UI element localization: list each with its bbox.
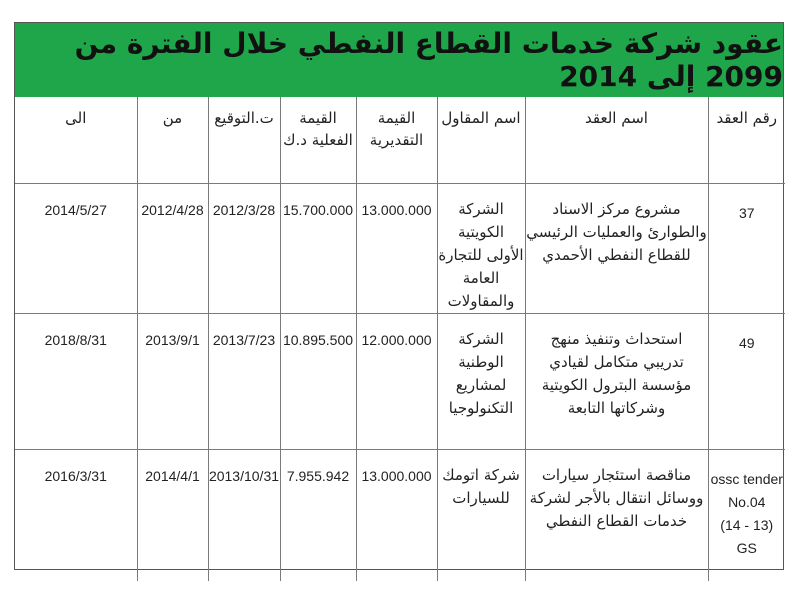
cell-actual-value: 10.895.500	[280, 313, 356, 449]
header-from: من	[137, 97, 208, 183]
title-bar	[15, 23, 783, 97]
cell-estimated-value: 12.000.000	[356, 313, 437, 449]
cell-to: 2018/8/31	[15, 313, 137, 449]
cell-contract-name: مشروع مركز الاسناد والطوارئ والعمليات الرئيسي للقطاع النفطي الأحمدي	[525, 183, 708, 313]
cell-to: 2014/5/27	[15, 183, 137, 313]
cell-to: 2016/3/31	[15, 449, 137, 581]
table-row	[15, 449, 785, 581]
cell-estimated-value: 13.000.000	[356, 449, 437, 581]
cell-estimated-value: 13.000.000	[356, 183, 437, 313]
contracts-table	[15, 97, 785, 581]
cell-contract-name: مناقصة استئجار سيارات ووسائل انتقال بالأجر لشركة خدمات القطاع النفطي	[525, 449, 708, 581]
cell-contract-name: استحداث وتنفيذ منهج تدريبي متكامل لقيادي مؤسسة البترول الكويتية وشركاتها التابعة	[525, 313, 708, 449]
cell-from: 2012/4/28	[137, 183, 208, 313]
cell-actual-value: 7.955.942	[280, 449, 356, 581]
cell-from: 2013/9/1	[137, 313, 208, 449]
cell-contract-no: 37	[708, 183, 785, 313]
cell-contractor: الشركة الوطنية لمشاريع التكنولوجيا	[437, 313, 525, 449]
cell-signing-date: 2013/7/23	[208, 313, 280, 449]
header-contractor: اسم المقاول	[437, 97, 525, 183]
cell-signing-date: 2012/3/28	[208, 183, 280, 313]
cell-contractor: الشركة الكويتية الأولى للتجارة العامة والمقاولات	[437, 183, 525, 313]
table-row	[15, 313, 785, 449]
header-signing-date: ت.التوقيع	[208, 97, 280, 183]
table-header-row	[15, 97, 785, 183]
cell-from: 2014/4/1	[137, 449, 208, 581]
header-actual-value: القيمة الفعلية د.ك	[280, 97, 356, 183]
header-contract-no: رقم العقد	[708, 97, 785, 183]
header-to: الى	[15, 97, 137, 183]
cell-signing-date: 2013/10/31	[208, 449, 280, 581]
page-title: عقود شركة خدمات القطاع النفطي خلال الفترة من 2099 إلى 2014	[74, 27, 783, 93]
header-estimated-value: القيمة التقديرية	[356, 97, 437, 183]
contracts-frame	[14, 22, 784, 570]
cell-contract-no: ossc tender No.04 (14 - 13) GS	[708, 449, 785, 581]
cell-actual-value: 15.700.000	[280, 183, 356, 313]
table-row	[15, 183, 785, 313]
header-contract-name: اسم العقد	[525, 97, 708, 183]
cell-contractor: شركة اتومك للسيارات	[437, 449, 525, 581]
cell-contract-no: 49	[708, 313, 785, 449]
